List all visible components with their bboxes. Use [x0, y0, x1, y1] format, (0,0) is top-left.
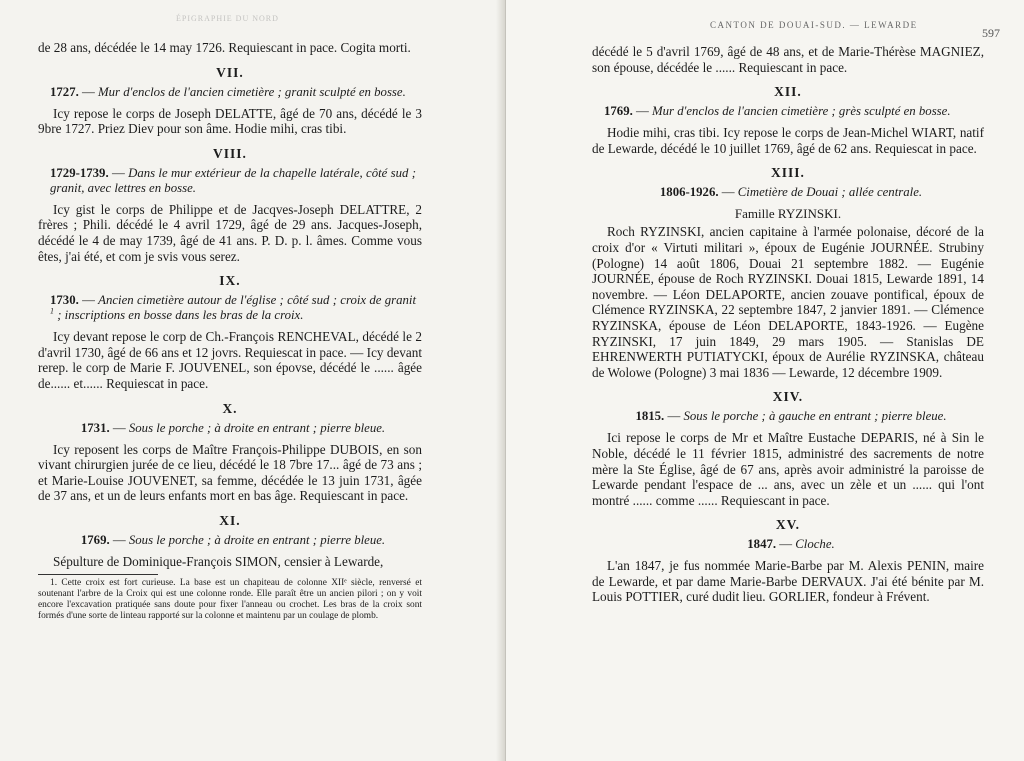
- section-xi: [38, 513, 422, 570]
- section-description-part2: ; inscriptions en bosse dans les bras de la croix.: [54, 308, 304, 323]
- section-year: 1729-1739.: [50, 165, 109, 180]
- section-year: 1815.: [635, 409, 665, 424]
- right-running-head: CANTON DE DOUAI-SUD. — LEWARDE: [710, 20, 918, 30]
- section-year: 1806-1926.: [659, 185, 719, 200]
- inscription-text: Icy gist le corps de Philippe et de Jacqves-Joseph DELATTRE, 2 frères ; Phili. décédé le 4 avril 1729, âgé de 29 ans. Jacques-Joseph, décédé le 4 de may 1739, âgé de 41 ans. P. D. p. l. âmes. Comme vous êtes, j'ai été, et com je svis vous serez.: [38, 201, 422, 264]
- section-description: Sous le porche ; à droite en entrant ; pierre bleue.: [128, 420, 386, 435]
- section-ix: [38, 273, 422, 391]
- section-xiv: [592, 389, 984, 508]
- section-year: 1730.: [50, 293, 79, 308]
- section-number: VII.: [216, 64, 244, 80]
- section-description: Sous le porche ; à droite en entrant ; pierre bleue.: [128, 532, 386, 547]
- section-number: IX.: [219, 273, 241, 289]
- footnote-divider: [38, 574, 158, 575]
- right-header: [592, 0, 1024, 44]
- section-description: Cloche.: [795, 537, 835, 552]
- inscription-text: Icy repose le corps de Joseph DELATTE, âgé de 70 ans, décédé le 3 9bre 1727. Priez Diev pour son âme. Hodie mihi, cras tibi.: [38, 105, 422, 137]
- section-heading: 1806-1926. — Cimetière de Douai ; allée centrale.: [659, 185, 923, 200]
- section-number: XIV.: [772, 389, 804, 405]
- page-number: 597: [982, 26, 1000, 40]
- section-description: Dans le mur extérieur de la chapelle latérale, côté sud ; granit, avec lettres en bosse.: [50, 165, 416, 195]
- left-text-column: [38, 40, 422, 622]
- inscription-text: L'an 1847, je fus nommée Marie-Barbe par M. Alexis PENIN, maire de Lewarde, et par dame Marie-Barbe DERVAUX. J'ai été bénite par M. Louis POTTIER, curé dudit lieu. GORLIER, fondeur à Frévent.: [592, 558, 984, 605]
- inscription-text: Ici repose le corps de Mr et Maître Eustache DEPARIS, né à Sin le Noble, décédé le 11 février 1815, administré des sacrements de notre mère la Ste Église, âgé de 67 ans, après avoir administré la paroisse de Lewarde pendant l'espace de ... ans, avec un zèle et un ...... qui l'ont montré ...... comme ...... Requiescant in pace.: [592, 430, 984, 508]
- left-running-head: ÉPIGRAPHIE DU NORD: [176, 14, 279, 23]
- inscription-text: Icy reposent les corps de Maître François-Philippe DUBOIS, en son vivant chirurgien jurée de ce lieu, décédé le 18 7bre 17... âgé de 73 ans ; et Marie-Louise JOUVENET, sa femme, décédée le 13 juin 1731, âgée de 37 ans, et un de leurs enfants mort en bas âge. Requiescant in pace.: [38, 441, 422, 504]
- section-year: 1769.: [80, 532, 110, 547]
- right-text-column: [592, 44, 984, 605]
- section-heading: 1847. — Cloche.: [747, 537, 835, 552]
- section-heading: 1731. — Sous le porche ; à droite en entrant ; pierre bleue.: [80, 420, 386, 435]
- section-heading: 1769. — Sous le porche ; à droite en entrant ; pierre bleue.: [80, 532, 386, 547]
- section-year: 1769.: [604, 104, 633, 119]
- right-page: [506, 0, 1024, 761]
- inscription-text: Hodie mihi, cras tibi. Icy repose le corps de Jean-Michel WIART, natif de Lewarde, décédé le 10 juillet 1769, âgé de 62 ans. Requiescat in pace.: [592, 125, 984, 156]
- section-description: Cimetière de Douai ; allée centrale.: [737, 185, 923, 200]
- section-number: XI.: [219, 512, 241, 528]
- section-year: 1727.: [50, 84, 79, 99]
- footnote-ref: 1: [50, 306, 54, 316]
- section-number: XIII.: [771, 165, 805, 181]
- family-subtitle: Famille RYZINSKI.: [734, 206, 842, 222]
- section-number: XV.: [775, 517, 801, 533]
- section-description: Mur d'enclos de l'ancien cimetière ; granit sculpté en bosse.: [98, 84, 406, 99]
- section-heading: 1727. — Mur d'enclos de l'ancien cimetière ; granit sculpté en bosse.: [50, 84, 406, 99]
- inscription-text: Sépulture de Dominique-François SIMON, censier à Lewarde,: [53, 553, 384, 569]
- section-description-part1: Ancien cimetière autour de l'église ; côté sud ; croix de granit: [98, 293, 416, 308]
- section-description: Sous le porche ; à gauche en entrant ; pierre bleue.: [683, 409, 947, 424]
- section-year: 1847.: [747, 537, 777, 552]
- section-xv: [592, 517, 984, 605]
- inscription-text: Roch RYZINSKI, ancien capitaine à l'armée polonaise, décoré de la croix d'or « Virtuti militari », époux de Eugénie JOURNÉE. Strubiny (Pologne) 14 août 1806, Douai 21 septembre 1882. — Eugénie JOURNÉE, épouse de Roch RYZINSKI. Douai 1815, Lewarde 1891, 14 novembre. — Léon DELAPORTE, ancien zouave pontifical, époux de Clémence RYZINSKA, 22 septembre 1847, 2 janvier 1891. — Clémence RYZINSKA, épouse de Léon DELAPORTE, 1843-1926. — Eugène RYZINSKI, 17 juin 1849, 29 mars 1905. — Stanislas DE EHRENWERTH PUTIATYCKI, époux de Aurélie RYZINSKA, château de Wolowe (Pologne) 3 mai 1836 — Lewarde, 12 décembre 1909.: [592, 224, 984, 380]
- section-number: XII.: [774, 84, 802, 100]
- section-heading: 1730. — Ancien cimetière autour de l'église ; côté sud ; croix de granit $^1$ ; inscriptions en bosse dans les bras de la croix.: [50, 293, 416, 323]
- section-description: Mur d'enclos de l'ancien cimetière ; grès sculpté en bosse.: [652, 104, 951, 119]
- left-page: [0, 0, 506, 761]
- section-viii: [38, 146, 422, 264]
- section-xii: [592, 84, 984, 156]
- section-x: [38, 401, 422, 504]
- section-xiii: [592, 165, 984, 380]
- left-continuation: de 28 ans, décédée le 14 may 1726. Requiescant in pace. Cogita morti.: [38, 40, 411, 55]
- section-heading: 1729-1739. — Dans le mur extérieur de la chapelle latérale, côté sud ; granit, avec lettres en bosse.: [50, 165, 416, 195]
- section-year: 1731.: [80, 420, 110, 435]
- section-heading: 1769. — Mur d'enclos de l'ancien cimetière ; grès sculpté en bosse.: [604, 104, 951, 119]
- section-number: X.: [222, 400, 238, 416]
- footnote: 1. Cette croix est fort curieuse. La base est un chapiteau de colonne XIIᵉ siècle, renversé et soutenant l'arbre de la Croix qui est une colonne ronde. Elle paraît être un ancien pilori ; on y voit encore l'excavation pratiquée sans doute pour fixer l'anneau ou crochet. Les bras de la croix sont formés d'une sorte de linteau rapporté sur la colonne et maintenu par un coulage de plomb.: [38, 577, 422, 622]
- section-number: VIII.: [213, 145, 247, 161]
- section-vii: [38, 65, 422, 137]
- inscription-text: Icy devant repose le corp de Ch.-François RENCHEVAL, décédé le 2 d'avril 1730, âgé de 66 ans et 12 jovrs. Requiescat in pace. — Icy devant rerep. le corp de Marie F. JOUVENEL, son épovse, décédé le ...... âgée de...... et...... Requiescat in pace.: [38, 329, 422, 391]
- right-continuation: décédé le 5 d'avril 1769, âgé de 48 ans, et de Marie-Thérèse MAGNIEZ, son épouse, décédée le ...... Requiescant in pace.: [592, 44, 984, 75]
- section-heading: 1815. — Sous le porche ; à gauche en entrant ; pierre bleue.: [635, 409, 947, 424]
- section-description: [50, 293, 416, 322]
